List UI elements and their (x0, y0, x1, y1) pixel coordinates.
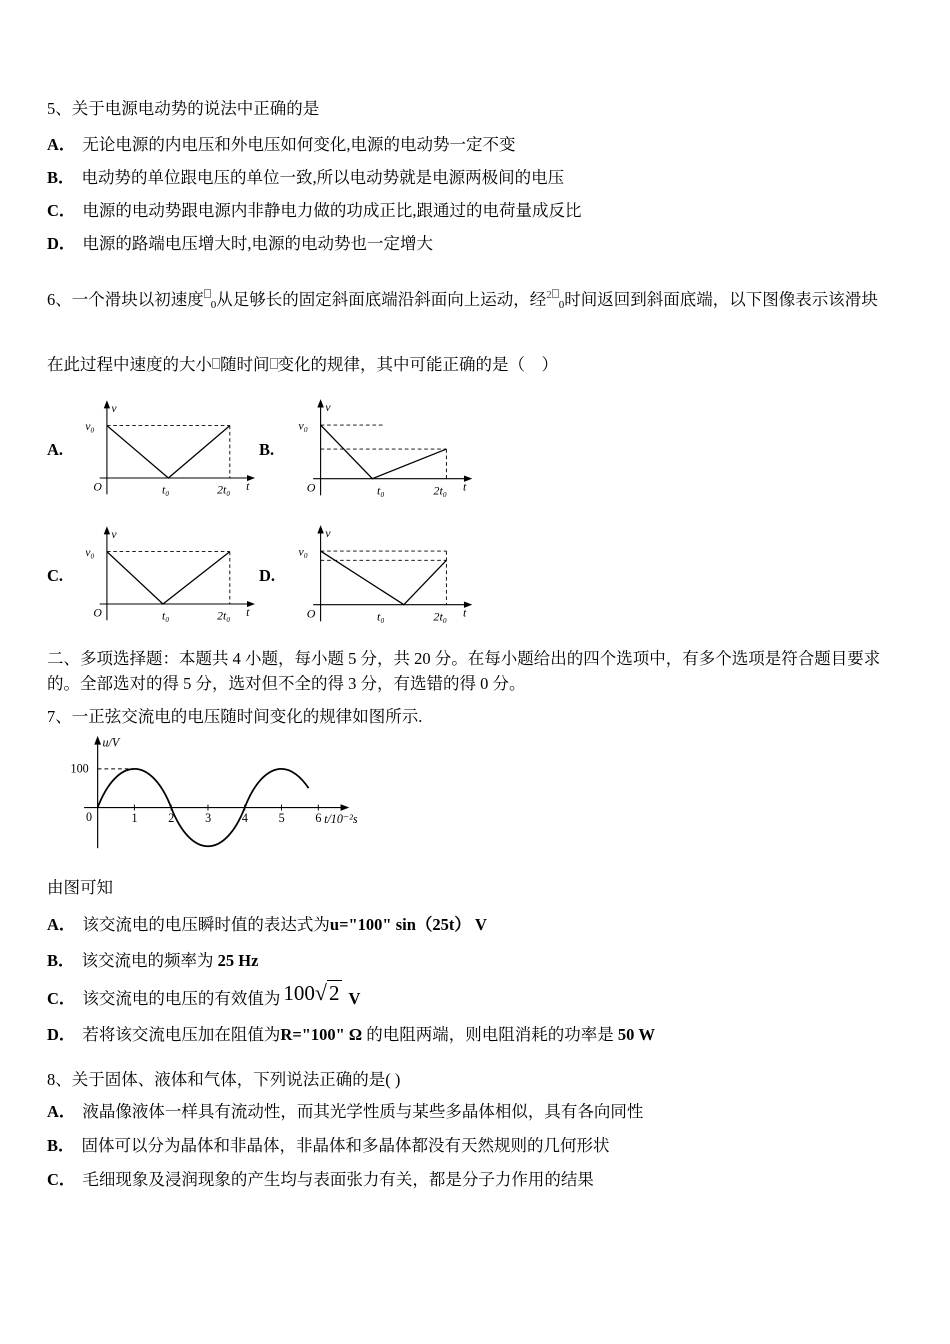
q5-option-d-text: 电源的路端电压增大时,电源的电动势也一定增大 (82, 234, 434, 253)
2t0-label: 2t₀ (217, 483, 231, 497)
q6-graph-d-svg (291, 520, 476, 632)
q7-option-a-label: A． (47, 915, 76, 934)
q5-option-b (47, 161, 902, 194)
q7-option-a-pre: 该交流电的电压瞬时值的表达式为 (82, 915, 330, 934)
q7-sine-graph-svg (57, 732, 357, 856)
q7-option-b-bold: 25 Hz (217, 951, 259, 970)
y-axis-label: u/V (102, 735, 120, 750)
q6-stem-line1 (47, 282, 902, 318)
axis-arrow-icon (317, 525, 323, 533)
q8-option-b-label: B． (47, 1136, 75, 1155)
math-radicand: 2 (329, 981, 340, 1005)
v0-label: v₀ (298, 544, 308, 559)
q6-graph-d-label: D. (259, 566, 276, 585)
q6-graph-c-label: C. (47, 566, 64, 585)
q8-option-a (47, 1095, 902, 1129)
question-8 (47, 1065, 902, 1197)
t0-label: t₀ (162, 483, 170, 497)
q6-graph-b-label: B. (259, 440, 275, 459)
q6-text-1: 6、一个滑块以初速度 (47, 290, 204, 309)
q7-option-d-label: D． (47, 1025, 76, 1044)
q5-option-c-text: 电源的电动势跟电源内非静电力做的功成正比,跟通过的电荷量成反比 (82, 201, 582, 220)
velocity-curve (321, 551, 447, 605)
axis-arrow-icon (341, 804, 350, 811)
q7-option-d-bold2: 50 W (617, 1025, 656, 1044)
question-6 (47, 282, 902, 632)
q7-option-a-bold: u="100" sin（25t） V (329, 915, 487, 934)
q7-option-c-label: C． (47, 989, 76, 1008)
q6-text-6: 变化的规律，其中可能正确的是（ ） (277, 355, 558, 374)
y-axis-label: v (111, 528, 117, 542)
q7-sine-graph (57, 732, 902, 861)
q7-option-c-unit: V (348, 989, 361, 1008)
question-7 (47, 704, 902, 1047)
axes-group (100, 406, 250, 495)
q6-text-2: 从足够长的固定斜面底端沿斜面向上运动，经 (216, 290, 547, 309)
q6-sub-zero-2: 0 (558, 299, 565, 311)
q6-graph-b (259, 394, 519, 506)
q6-stem-line2 (47, 352, 902, 378)
q5-option-c (47, 194, 902, 227)
sqrt-expression (283, 981, 341, 1005)
q8-option-c-label: C． (47, 1170, 76, 1189)
velocity-curve (321, 425, 447, 479)
q6-formula-2t0-placeholder (546, 290, 564, 309)
q6-sub-zero-1: 0 (210, 299, 217, 311)
axis-arrow-icon (94, 736, 101, 745)
origin-label: O (306, 606, 316, 621)
tick-label-1: 1 (131, 811, 138, 826)
origin-label: 0 (86, 810, 93, 825)
q6-graph-a-label: A. (47, 440, 64, 459)
axis-arrow-icon (317, 399, 323, 407)
q6-text-3: 时间返回到斜面底端，以下图像表示该滑块 (564, 290, 878, 309)
q6-formula-v0-placeholder (204, 290, 217, 309)
x-axis-label: t (246, 605, 250, 619)
y-axis-label: v (111, 402, 117, 416)
q5-title: 5、关于电源电动势的说法中正确的是 (47, 99, 320, 118)
math-coefficient: 100 (283, 981, 315, 1005)
q5-option-c-label: C． (47, 201, 76, 220)
q8-option-c-text: 毛细现象及浸润现象的产生均与表面张力有关，都是分子力作用的结果 (82, 1170, 594, 1189)
t0-label: t₀ (377, 609, 385, 624)
graph-labels-group (298, 526, 467, 623)
q6-graph-c-svg (78, 520, 259, 632)
q8-option-a-label: A． (47, 1102, 76, 1121)
q5-option-a (47, 128, 902, 161)
dashed-guides-group (321, 551, 447, 605)
q7-option-d-post: 的电阻两端，则电阻消耗的功率是 (362, 1025, 618, 1044)
q7-option-d-pre: 若将该交流电压加在阻值为 (82, 1025, 281, 1044)
tick-label-4: 4 (241, 811, 248, 826)
tick-label-3: 3 (205, 811, 212, 826)
velocity-curve (107, 552, 230, 604)
y-100-label: 100 (70, 761, 89, 776)
q5-option-b-label: B． (47, 168, 75, 187)
q7-option-d (47, 1022, 902, 1047)
t0-label: t₀ (377, 483, 385, 498)
q5-option-d-label: D． (47, 234, 76, 253)
section-2-instructions: 二、多项选择题：本题共 4 小题，每小题 5 分，共 20 分。在每小题给出的四个选项中，有多个选项是符合题目要求的。全部选对的得 5 分，选对但不全的得 3 分，有选错的得 0 分。 (47, 649, 881, 693)
2t0-label: 2t₀ (433, 609, 447, 624)
2t0-label: 2t₀ (217, 609, 231, 623)
q6-graphs (47, 394, 902, 632)
axes-group (84, 742, 343, 848)
tick-label-5: 5 (278, 811, 285, 826)
q6-sup-two: 2 (546, 289, 552, 301)
q6-graph-a (47, 394, 259, 506)
t0-label: t₀ (162, 609, 170, 623)
q7-option-d-bold1: R="100" Ω (280, 1025, 363, 1044)
q8-title: 8、关于固体、液体和气体，下列说法正确的是( ) (47, 1070, 401, 1089)
tick-label-2: 2 (168, 811, 175, 826)
dashed-guides-group (321, 425, 447, 479)
q5-option-a-text: 无论电源的内电压和外电压如何变化,电源的电动势一定不变 (82, 135, 516, 154)
q6-graph-d (259, 520, 519, 632)
q7-caption: 由图可知 (47, 878, 113, 897)
dashed-guides-group (107, 426, 230, 478)
axes-group (313, 531, 467, 622)
q7-option-a (47, 912, 902, 937)
missing-glyph-box-icon (212, 358, 220, 369)
origin-label: O (306, 480, 316, 495)
velocity-curve (107, 426, 230, 478)
x-axis-label: t (463, 605, 467, 620)
missing-glyph-box-icon (204, 289, 211, 298)
missing-glyph-box-icon (270, 358, 278, 369)
x-axis-label: t (463, 479, 467, 494)
axes-group (100, 532, 250, 621)
axis-arrow-icon (104, 400, 110, 408)
q6-graph-a-svg (78, 394, 259, 506)
tick-label-6: 6 (315, 811, 322, 826)
v0-label: v₀ (85, 420, 95, 434)
v0-label: v₀ (85, 546, 95, 560)
2t0-label: 2t₀ (433, 483, 447, 498)
q7-option-b-pre: 该交流电的频率为 (81, 951, 218, 970)
q6-graph-c (47, 520, 259, 632)
dashed-guides-group (107, 552, 230, 604)
q7-option-b (47, 948, 902, 973)
q7-option-c-pre: 该交流电的电压的有效值为 (82, 989, 281, 1008)
question-5 (47, 96, 902, 260)
x-axis-label: t (246, 479, 250, 493)
y-axis-label: v (325, 526, 331, 541)
q8-option-c (47, 1163, 902, 1197)
axis-arrow-icon (104, 526, 110, 534)
q5-option-a-label: A． (47, 135, 76, 154)
q5-option-b-text: 电动势的单位跟电压的单位一致,所以电动势就是电源两极间的电压 (81, 168, 565, 187)
radical-sign-icon: √ (314, 980, 327, 1005)
v0-label: v₀ (298, 418, 308, 433)
q7-title: 7、一正弦交流电的电压随时间变化的规律如图所示. (47, 707, 423, 726)
graph-labels-group (85, 528, 250, 622)
q8-option-a-text: 液晶像液体一样具有流动性，而其光学性质与某些多晶体相似，具有各向同性 (82, 1102, 644, 1121)
q6-text-4: 在此过程中速度的大小 (47, 355, 212, 374)
q6-graph-b-svg (291, 394, 476, 506)
q8-option-b-text: 固体可以分为晶体和非晶体，非晶体和多晶体都没有天然规则的几何形状 (81, 1136, 610, 1155)
y-axis-label: v (325, 400, 331, 415)
q6-text-5: 随时间 (220, 355, 270, 374)
missing-glyph-box-icon (552, 289, 559, 298)
origin-label: O (93, 480, 103, 494)
graph-labels-group (85, 402, 250, 496)
q8-option-b (47, 1129, 902, 1163)
q7-option-c (47, 980, 902, 1011)
origin-label: O (93, 606, 103, 620)
q7-option-b-label: B． (47, 951, 75, 970)
q5-option-d (47, 227, 902, 260)
x-axis-label: t/10⁻²s (324, 812, 357, 827)
